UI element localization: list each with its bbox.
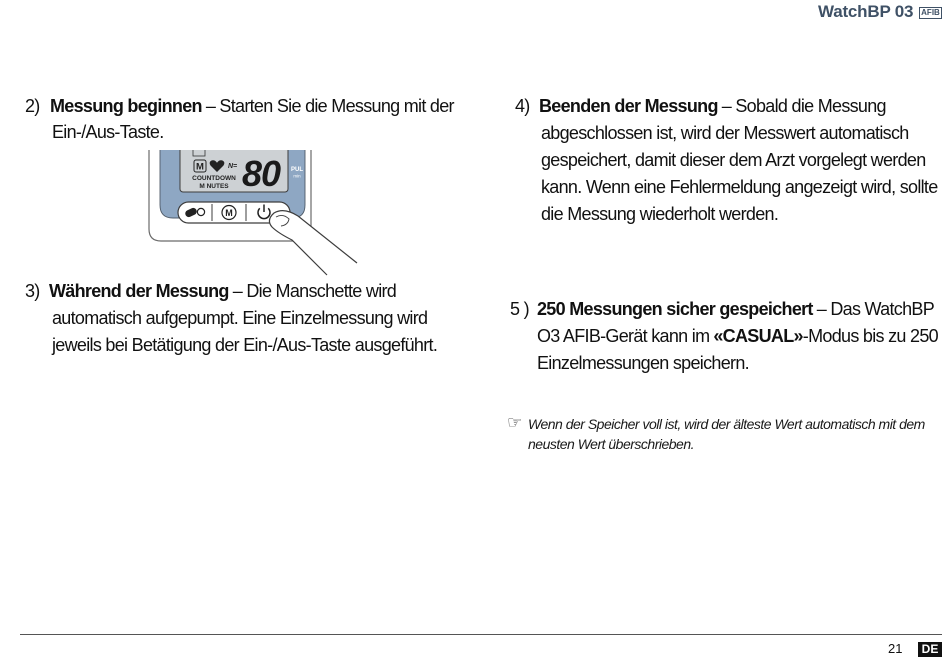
step-3-heading: [25, 278, 396, 305]
step-4-title: Beenden der Messung: [539, 96, 718, 116]
step-3-number: 3): [25, 281, 40, 301]
lcd-reading-value: 80: [242, 153, 281, 194]
step-2-text: – Starten Sie die Messung mit der: [205, 96, 454, 116]
step-2-number: 2): [25, 96, 40, 116]
lcd-memory-label: M: [196, 161, 204, 173]
step-2-text-line: Ein-/Aus-Taste.: [52, 122, 164, 142]
page-number: 21: [888, 641, 903, 656]
step-4-text-line: kann. Wenn eine Fehlermeldung angezeigt wird, sollte: [541, 177, 938, 197]
note-text-line: Wenn der Speicher voll ist, wird der älteste Wert automatisch mit dem: [528, 416, 925, 432]
step-5-title: 250 Messungen sicher gespeichert: [537, 299, 813, 319]
step-2-heading: [25, 93, 454, 120]
step-4-text-line: gespeichert, damit dieser dem Arzt vorgelegt werden: [541, 150, 926, 170]
step-5-text: – Das WatchBP: [816, 299, 935, 319]
lcd-countdown-label: COUNTDOWN: [192, 175, 236, 182]
note-text-line: neusten Wert überschrieben.: [528, 436, 695, 452]
device-illustration: [140, 150, 365, 280]
step-3-text-line: automatisch aufgepumpt. Eine Einzelmessung wird: [52, 308, 428, 328]
step-4-text-line: die Messung wiederholt werden.: [541, 204, 779, 224]
finger-icon: [269, 211, 365, 280]
step-4-text-line: abgeschlossen ist, wird der Messwert automatisch: [541, 123, 909, 143]
step-5-mode-text: -Modus bis zu 250: [802, 326, 938, 346]
lcd-n-label: N=: [228, 163, 238, 170]
pointing-hand-icon: [507, 413, 527, 433]
footer-divider: [20, 634, 942, 635]
step-4-text: – Sobald die Messung: [721, 96, 886, 116]
lcd-minutes-label: M NUTES: [199, 183, 229, 190]
step-5-text-line: Einzelmessungen speichern.: [537, 353, 749, 373]
step-4-heading: [515, 93, 886, 120]
pulse-label: PUL: [291, 167, 303, 173]
memory-button-label: M: [225, 208, 233, 218]
step-5-device-text: O3 AFIB-Gerät kann im: [537, 326, 710, 346]
afib-badge: AFIB: [919, 7, 942, 19]
casual-mode-label: «CASUAL»: [713, 326, 803, 346]
step-3-title: Während der Messung: [49, 281, 229, 301]
step-4-number: 4): [515, 96, 530, 116]
step-3-text: – Die Manschette wird: [232, 281, 397, 301]
product-name: WatchBP 03: [818, 2, 914, 21]
step-5-number: 5 ): [510, 299, 529, 319]
step-3-text-line: jeweils bei Betätigung der Ein-/Aus-Taste ausgeführt.: [52, 335, 438, 355]
pulse-unit-label: min: [293, 173, 301, 179]
step-5-heading: [510, 296, 934, 323]
step-2-title: Messung beginnen: [50, 96, 202, 116]
language-badge: DE: [918, 642, 942, 657]
step-5-text-line: [537, 323, 938, 350]
